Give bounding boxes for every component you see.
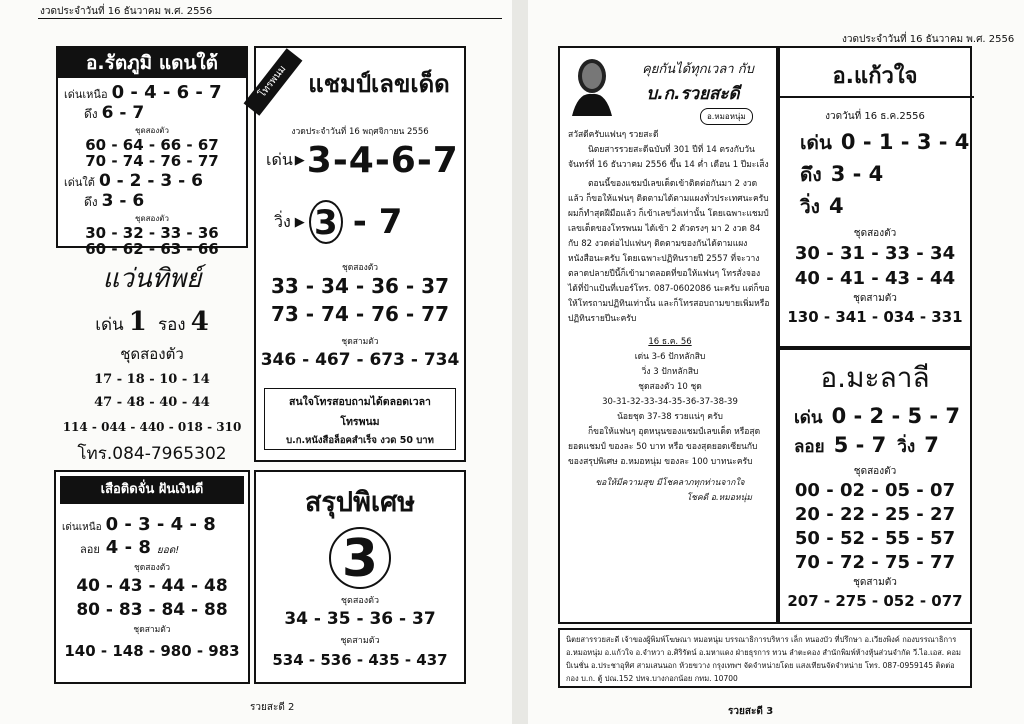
champ-title: แชมป์เลขเด็ด xyxy=(308,70,450,98)
row-value: 0 - 3 - 4 - 8 xyxy=(105,514,216,535)
triples-label: ชุดสามตัว xyxy=(853,577,897,588)
triples-label: ชุดสามตัว xyxy=(340,636,380,646)
row-value: 3 - 6 xyxy=(101,191,145,211)
pairs-label: ชุดสองตัว xyxy=(135,126,169,135)
pull-value: 3 - 4 xyxy=(830,162,884,186)
pairs-label: ชุดสองตัว xyxy=(853,228,897,239)
pick-line: 30-31-32-33-34-35-36-37-38-39 xyxy=(602,397,738,407)
pairs-line: 33 - 34 - 36 - 37 xyxy=(270,274,449,298)
kaewjai-date: งวดวันที่ 16 ธ.ค.2556 xyxy=(825,111,925,122)
main-value: 1 xyxy=(128,307,147,337)
editor-box xyxy=(558,46,778,624)
float-label: ลอย xyxy=(794,437,825,457)
main-label: เด่น xyxy=(95,315,124,335)
row-label: เด่นเหนือ xyxy=(62,522,102,533)
pairs-line: 60 - 64 - 66 - 67 xyxy=(85,136,219,154)
pairs-line: 30 - 31 - 33 - 34 xyxy=(794,243,956,264)
pairs-line: 34 - 35 - 36 - 37 xyxy=(284,609,436,629)
suea-box xyxy=(54,470,250,684)
editor-paragraph: ก็ขอให้แฟนๆ อุดหนุนของแชมป์เลขเด็ด หรือสุดยอดแชมป์ ของละ 50 บาท หรือ ของสุดยอดเซียนกับของสรุปพิเศษ อ.หมอหนุ่ม ของละ 100 บาทนะครับ xyxy=(568,427,761,467)
page-header: งวดประจำวันที่ 16 ธันวาคม พ.ศ. 2556 xyxy=(842,34,1015,45)
sub-label: รอง xyxy=(157,315,186,335)
editor-name: บ.ก.รวยสะดี xyxy=(646,84,740,104)
pairs-label: ชุดสองตัว xyxy=(853,466,897,477)
special-box xyxy=(254,470,466,684)
pairs-line: 50 - 52 - 55 - 57 xyxy=(794,528,956,549)
editor-paragraph: นิตยสารรวยสะดีฉบับที่ 301 ปีที่ 14 ตรงกับวันจันทร์ที่ 16 ธันวาคม 2556 ขึ้น 14 ค่ำ เดือน 1 ปีมะเส็ง xyxy=(568,145,769,170)
run-label: วิ่ง xyxy=(897,437,916,457)
pairs-line: 00 - 02 - 05 - 07 xyxy=(794,480,956,501)
page-footer: รวยสะดี 3 xyxy=(728,706,774,717)
picks-date: 16 ธ.ค. 56 xyxy=(648,337,692,347)
run-label: วิ่ง xyxy=(274,211,291,231)
pairs-label: ชุดสองตัว xyxy=(341,263,379,273)
champ-box xyxy=(254,46,466,462)
triples-line: 534 - 536 - 435 - 437 xyxy=(272,651,448,669)
monk-portrait-icon xyxy=(568,54,616,116)
imprint-box xyxy=(558,628,972,688)
run-value: 7 xyxy=(924,433,939,457)
phone: โทร.084-7965302 xyxy=(77,444,227,464)
pairs-label: ชุดสองตัว xyxy=(120,345,184,363)
special-circle: 3 xyxy=(329,527,391,589)
row-value: 6 - 7 xyxy=(101,103,145,123)
pairs-line: 30 - 32 - 33 - 36 xyxy=(85,224,219,242)
arrow-icon: ▶ xyxy=(294,153,305,168)
arrow-icon: ▶ xyxy=(294,214,305,230)
page-footer: รวยสะดี 2 xyxy=(250,702,295,713)
triples-line: 130 - 341 - 034 - 331 xyxy=(787,308,963,326)
run-label: วิ่ง xyxy=(800,196,820,218)
row-label: เด่นเหนือ xyxy=(64,88,108,101)
champ-ad xyxy=(264,388,456,450)
page-gutter xyxy=(512,0,528,724)
pairs-label: ชุดสองตัว xyxy=(340,596,380,606)
row-value: 4 - 8 xyxy=(105,537,151,558)
pairs-line: 70 - 72 - 75 - 77 xyxy=(794,552,956,573)
triples-line: 346 - 467 - 673 - 734 xyxy=(260,350,460,370)
ad-line: บ.ก.หนังสือล็อคสำเร็จ งวด 50 บาท xyxy=(286,435,434,446)
run-value: 4 xyxy=(829,194,844,218)
pick-line: น้อยชุด 37-38 รวยแน่ๆ ครับ xyxy=(617,412,723,422)
suea-title: เสือติดจั่น ฝันเงินดี xyxy=(60,476,244,504)
triples-line: 114 - 044 - 440 - 018 - 310 xyxy=(62,420,242,434)
editor-greeting: สวัสดีครับแฟนๆ รวยสะดี xyxy=(568,130,659,140)
editor-title: คุยกันได้ทุกเวลา กับ xyxy=(642,62,754,77)
triples-label: ชุดสามตัว xyxy=(341,337,379,347)
special-title: สรุปพิเศษ xyxy=(304,487,416,518)
side-ribbon: โทรพนม xyxy=(244,48,303,115)
row-value: 0 - 4 - 6 - 7 xyxy=(111,82,222,103)
waenthip-box xyxy=(56,250,248,468)
triples-label: ชุดสามตัว xyxy=(133,625,171,635)
pairs-line: 20 - 22 - 25 - 27 xyxy=(794,504,956,525)
pairs-line: 70 - 74 - 76 - 77 xyxy=(85,152,219,170)
ratchaphi-title: อ.รัตภูมิ แดนใต้ xyxy=(58,48,246,78)
pick-line: วิ่ง 3 ปักหลักสิบ xyxy=(641,367,699,377)
imprint-text: นิตยสารรวยสะดี เจ้าของผู้พิมพ์โฆษณา หมอหนุ่ม บรรณาธิการบริหาร เล็ก หนองบัว ที่ปรึกษา อ.เวียงพิงค์ กองบรรณาธิการ อ.หมอหนุ่ม อ.แก้วใจ อ.จำหวา อ.ศิริรัตน์ อ.มหาแดง ฝ่ายธุรการ ทวน ลำตะคอง สำนักพิมพ์ห้างหุ้นส่วนจำกัด วี.ไอ.เอส. คอมบิเนชั่น อ.ประชาอุทิศ สามเสนนอก ห้วยขวาง กรุงเทพฯ จัดจำหน่ายโดย แสงเทียนจัดจำหน่าย โทร. 087-0959145 ติดต่อ กอง บ.ก. ตู้ ปณ.152 ปทจ.บางกอกน้อย กทม. 10700 xyxy=(566,635,962,683)
pairs-line: 17 - 18 - 10 - 14 xyxy=(94,372,210,387)
main-value: 0 - 2 - 5 - 7 xyxy=(831,404,961,428)
pairs-label: ชุดสองตัว xyxy=(133,563,171,573)
row-label: ดึง xyxy=(84,107,98,121)
pairs-line: 80 - 83 - 84 - 88 xyxy=(76,600,228,620)
kaewjai-box xyxy=(778,46,972,348)
editor-badge: อ.หมอหนุ่ม xyxy=(700,108,753,125)
main-value: 0 - 1 - 3 - 4 xyxy=(840,130,970,154)
main-label: เด่น xyxy=(266,150,293,169)
pairs-line: 40 - 43 - 44 - 48 xyxy=(76,576,228,596)
editor-paragraph: ตอนนี้ของแชมป์เลขเด็ดเข้าติดต่อกันมา 2 งวดแล้ว ก็ขอให้แฟนๆ ติดตามได้ตามแผงทั่วประเทศนะครับ ผมก็ทำสุดฝีมือแล้ว ก็เข้าเลขวิ่งเท่านั้น โดยเฉพาะแชมป์เลขเด็ดของโทรพนม ได้เข้า 2 ตัวตรงๆ มา 2 งวด 84 กับ 82 งวดต่อไปแฟนๆ ติดตามของกันได้ตามแผงหนังสือนะครับ โดยเฉพาะปฏิทินรายปี 2557 ที่จะวางตลาดปลายปีนี้ก็เข้ามาตลอดที่ขอให้แฟนๆ โทรสั่งจองได้ที่ป้าแป้นที่เบอร์โทร. 087-0602086 นะครับ แต่ก็ขอให้โทรถามปฏิทินเท่านั้น และก็โทรสอบถามขายเพิ่มหรือปฏิทินรายปีนะครับ xyxy=(568,179,770,324)
triples-label: ชุดสามตัว xyxy=(853,293,897,304)
kaewjai-title: อ.แก้วใจ xyxy=(832,64,918,89)
triples-line: 207 - 275 - 052 - 077 xyxy=(787,592,963,610)
pairs-line: 40 - 41 - 43 - 44 xyxy=(794,268,956,289)
run-value: - 7 xyxy=(352,202,403,242)
editor-sign: โชคดี อ.หมอหนุ่ม xyxy=(686,493,752,503)
row-label: ลอย xyxy=(80,543,100,556)
pairs-line: 47 - 48 - 40 - 44 xyxy=(94,395,210,410)
sub-value: 4 xyxy=(190,307,209,337)
pairs-label: ชุดสองตัว xyxy=(135,214,169,223)
ad-line: สนใจโทรสอบถามได้ตลอดเวลา xyxy=(289,396,431,408)
page-header: งวดประจำวันที่ 16 ธันวาคม พ.ศ. 2556 xyxy=(40,6,213,17)
editor-sign: ขอให้มีความสุข มีโชคลาภทุกท่านจากใจ xyxy=(595,478,745,488)
right-page xyxy=(528,0,1024,724)
row-value: 0 - 2 - 3 - 6 xyxy=(98,171,203,191)
main-label: เด่น xyxy=(800,132,832,154)
pull-label: ดึง xyxy=(800,164,822,186)
triples-line: 140 - 148 - 980 - 983 xyxy=(64,642,240,660)
main-value: 3-4-6-7 xyxy=(306,140,459,181)
pick-line: ชุดสองตัว 10 ชุด xyxy=(638,382,702,392)
run-circle: 3 xyxy=(309,200,343,244)
pairs-line: 60 - 62 - 63 - 66 xyxy=(85,240,219,258)
row-suffix: ยอด! xyxy=(156,545,180,556)
pairs-line: 73 - 74 - 76 - 77 xyxy=(270,302,449,326)
float-value: 5 - 7 xyxy=(833,433,887,457)
editor-portrait xyxy=(568,54,616,116)
malalee-title: อ.มะลาลี xyxy=(820,361,930,394)
row-label: ดึง xyxy=(84,195,98,209)
main-label: เด่น xyxy=(794,408,823,428)
ratchaphi-box xyxy=(56,46,248,258)
champ-date: งวดประจำวันที่ 16 พฤศจิกายน 2556 xyxy=(291,127,429,137)
malalee-box xyxy=(778,348,972,624)
pick-line: เด่น 3-6 ปักหลักสิบ xyxy=(634,352,706,362)
ad-line: โทรพนม xyxy=(340,416,380,428)
row-label: เด่นใต้ xyxy=(64,176,95,189)
waenthip-title: แว่นทิพย์ xyxy=(102,264,202,294)
